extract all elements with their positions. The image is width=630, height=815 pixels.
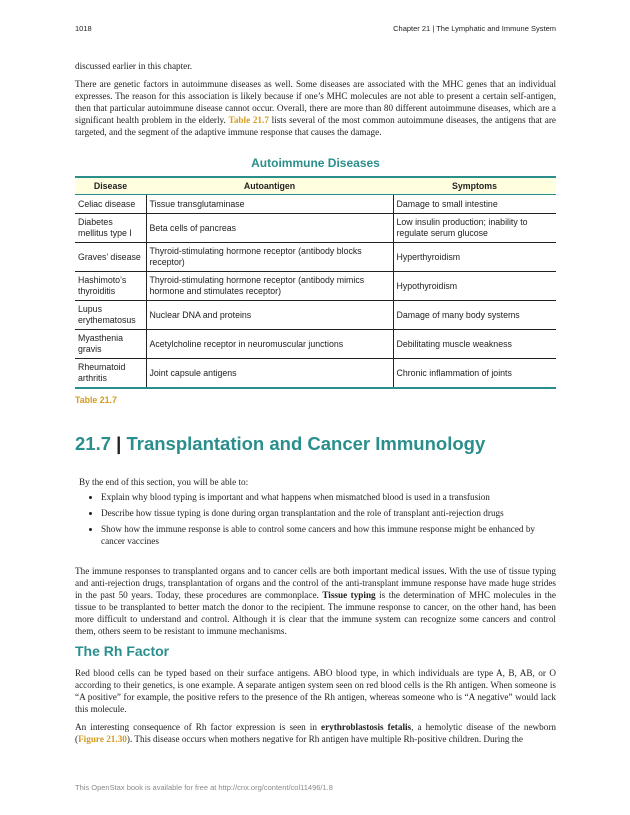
cell-autoantigen: Beta cells of pancreas: [146, 214, 393, 243]
cell-disease: Hashimoto’s thyroiditis: [75, 272, 146, 301]
cell-disease: Celiac disease: [75, 195, 146, 214]
table-caption: Table 21.7: [75, 395, 117, 405]
objective-item: • Show how the immune response is able to control some cancers and how this immune response might be enhanced by cancer vaccines: [101, 523, 556, 547]
key-term: Tissue typing: [322, 590, 376, 600]
paragraph-text: ). This disease occurs when mothers negative for Rh antigen have multiple Rh-positive children. During the: [126, 734, 523, 744]
figure-link[interactable]: Figure 21.30: [78, 734, 127, 744]
cell-symptoms: Damage to small intestine: [393, 195, 556, 214]
objectives-list: [79, 491, 556, 547]
cell-disease: Diabetes mellitus type I: [75, 214, 146, 243]
table-row: [75, 272, 556, 301]
objective-item: • Explain why blood typing is important and what happens when mismatched blood is used in a transfusion: [101, 491, 556, 503]
section-title-text: Transplantation and Cancer Immunology: [126, 433, 486, 454]
objectives-intro: By the end of this section, you will be able to:: [79, 477, 249, 487]
table-row: [75, 243, 556, 272]
paragraph-continued: discussed earlier in this chapter.: [75, 61, 193, 71]
section-number: 21.7: [75, 433, 112, 454]
table-row: [75, 301, 556, 330]
cell-symptoms: Chronic inflammation of joints: [393, 359, 556, 389]
column-header-autoantigen: Autoantigen: [146, 177, 393, 195]
column-header-disease: Disease: [75, 177, 146, 195]
paragraph-text: lists several of the most common autoimmune diseases, the antigens that are targeted, and the segment of the adaptive immune response that causes the damage.: [75, 115, 557, 137]
cell-symptoms: Low insulin production; inability to regulate serum glucose: [393, 214, 556, 243]
paragraph-transplant-cancer: [75, 565, 556, 637]
paragraph-erythroblastosis: [75, 721, 556, 745]
cell-disease: Myasthenia gravis: [75, 330, 146, 359]
cell-autoantigen: Thyroid-stimulating hormone receptor (antibody blocks receptor): [146, 243, 393, 272]
paragraph-text: is the determination of MHC molecules in the tissue to be transplanted to better match the donor to the recipient. The immune response to cancer, on the other hand, has been more difficult to understand and control. Although it is clear that the immune system can recognize some cancers and control them, others seem to be resistant to immune mechanisms.: [75, 590, 556, 636]
cell-autoantigen: Nuclear DNA and proteins: [146, 301, 393, 330]
cell-autoantigen: Joint capsule antigens: [146, 359, 393, 389]
page-number: 1018: [75, 24, 92, 33]
table-row: [75, 195, 556, 214]
paragraph-text: , a hemolytic disease of the newborn (: [75, 722, 557, 744]
cell-disease: Rheumatoid arthritis: [75, 359, 146, 389]
paragraph-rh-antigen: Red blood cells can be typed based on their surface antigens. ABO blood type, in which individuals are type A, B, AB, or O according to their genetics, is one example. A separate antigen system seen on red blood cells is the Rh antigen. When someone is “A positive” for example, the positive refers to the presence of the Rh antigen, whereas someone who is “A negative” would lack this molecule.: [75, 668, 556, 714]
autoimmune-table: [75, 176, 556, 389]
column-header-symptoms: Symptoms: [393, 177, 556, 195]
key-term: erythroblastosis fetalis: [321, 722, 412, 732]
paragraph-text: An interesting consequence of Rh factor expression is seen in: [75, 722, 317, 732]
paragraph-genetic-factors: [75, 78, 556, 138]
cell-autoantigen: Tissue transglutaminase: [146, 195, 393, 214]
subsection-heading: The Rh Factor: [75, 643, 170, 659]
learning-objectives: [75, 477, 556, 547]
table-link[interactable]: Table 21.7: [228, 115, 269, 125]
chapter-title: Chapter 21 | The Lymphatic and Immune System: [393, 24, 556, 33]
table-row: [75, 214, 556, 243]
cell-disease: Lupus erythematosus: [75, 301, 146, 330]
table-title: Autoimmune Diseases: [251, 156, 380, 170]
cell-symptoms: Hyperthyroidism: [393, 243, 556, 272]
paragraph-text: The immune responses to transplanted organs and to cancer cells are both important medical issues. With the use of tissue typing and anti-rejection drugs, transplantation of organs and the control of the anti-transplant immune response have made huge strides in the past 50 years. Today, these procedures are commonplace.: [75, 566, 556, 600]
table-row: [75, 330, 556, 359]
cell-autoantigen: Thyroid-stimulating hormone receptor (antibody mimics hormone and stimulates receptor): [146, 272, 393, 301]
cell-symptoms: Damage of many body systems: [393, 301, 556, 330]
cell-disease: Graves’ disease: [75, 243, 146, 272]
objective-item: • Describe how tissue typing is done during organ transplantation and the role of transplant anti-rejection drugs: [101, 507, 556, 519]
page-content: [75, 60, 556, 751]
table-header-row: [75, 177, 556, 195]
section-separator: |: [116, 433, 122, 454]
cell-symptoms: Debilitating muscle weakness: [393, 330, 556, 359]
cell-symptoms: Hypothyroidism: [393, 272, 556, 301]
page-footer: This OpenStax book is available for free at http://cnx.org/content/col11496/1.8: [75, 783, 333, 792]
section-heading: [75, 433, 556, 455]
table-row: [75, 359, 556, 389]
cell-autoantigen: Acetylcholine receptor in neuromuscular junctions: [146, 330, 393, 359]
paragraph-text: There are genetic factors in autoimmune diseases as well. Some diseases are associated with the MHC genes that an individual expresses. The reason for this association is likely because if one’s MHC molecules are not able to present a certain self-antigen, then that particular autoimmune disease cannot occur. Overall, there are more than 80 different autoimmune diseases, which are a significant health problem in the elderly.: [75, 79, 556, 125]
